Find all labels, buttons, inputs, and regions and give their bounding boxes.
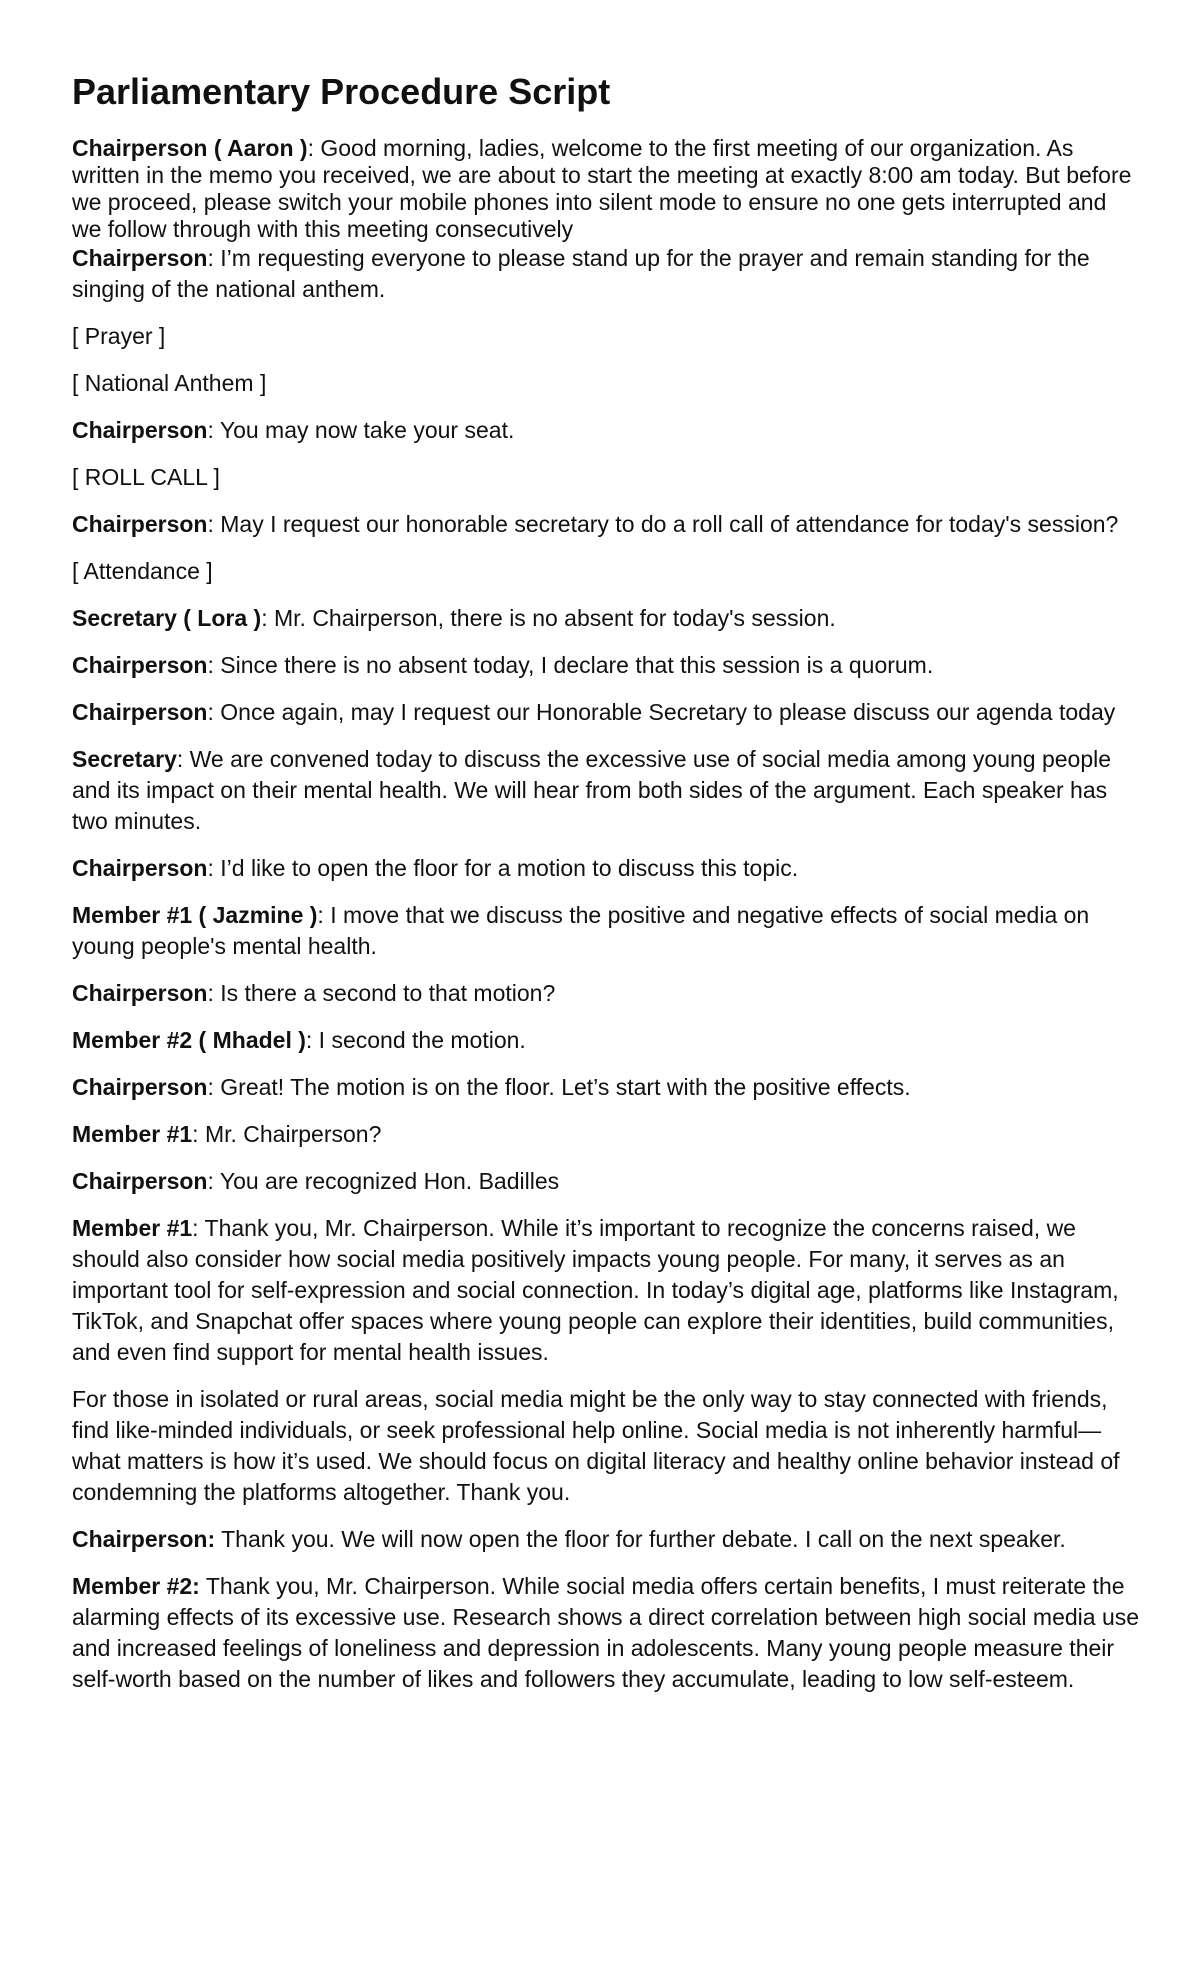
speech-text: Is there a second to that motion? [220,980,556,1007]
speech-text: I second the motion. [318,1027,526,1054]
script-paragraph [72,1072,1140,1103]
speaker-name: Chairperson [72,1074,208,1101]
speaker-name: Member #2: [72,1573,200,1600]
speaker-separator: : [176,746,190,773]
script-paragraph [72,1384,1140,1508]
speech-text: Once again, may I request our Honorable Secretary to please discuss our agenda today [220,699,1116,726]
speaker-name: Chairperson [72,855,208,882]
speaker-separator: : [317,902,331,929]
speaker-name: Chairperson ( Aaron ) [72,135,308,162]
speech-text: You are recognized Hon. Badilles [219,1168,560,1195]
speaker-separator: : [207,1168,220,1195]
stage-direction: [ Prayer ] [72,323,166,350]
script-paragraph [72,1571,1140,1695]
stage-direction: [ ROLL CALL ] [72,464,220,491]
script-paragraph [72,243,1140,305]
speech-text: Great! The motion is on the floor. Let’s start with the positive effects. [220,1074,911,1101]
speaker-name: Member #1 [72,1215,193,1242]
speech-text: You may now take your seat. [219,417,515,444]
script-paragraph [72,978,1140,1009]
speaker-separator: : [207,1074,221,1101]
stage-direction: [ National Anthem ] [72,370,267,397]
speaker-name: Secretary ( Lora ) [72,605,262,632]
speech-text: Thank you. We will now open the floor for further debate. I call on the next speaker. [221,1526,1066,1553]
speaker-separator: : [261,605,274,632]
document-page [72,70,1140,1711]
stage-direction: [ Attendance ] [72,558,213,585]
speech-text: Good morning, ladies, welcome to the first meeting of our organization. As written in the memo you received, we are about to start the meeting at exactly 8:00 am today. But before we proceed, please switch your mobile phones into silent mode to ensure no one gets interrupted and we follow through with this meeting consecutively [72,135,1132,243]
speaker-name: Chairperson [72,245,208,272]
script-paragraph [72,415,1140,446]
speech-text: Since there is no absent today, I declare that this session is a quorum. [220,652,934,679]
script-paragraph [72,744,1140,837]
script-paragraph [72,1524,1140,1555]
script-paragraph [72,1166,1140,1197]
speaker-name: Chairperson [72,652,208,679]
speaker-separator: : [192,1215,205,1242]
speaker-separator: : [207,855,221,882]
speech-text: Thank you, Mr. Chairperson. While it’s important to recognize the concerns raised, we should also consider how social media positively impacts young people. For many, it serves as an important tool for self-expression and social connection. In today’s digital age, platforms like Instagram, TikTok, and Snapchat offer spaces where young people can explore their identities, build communities, and even find support for mental health issues. [72,1215,1119,1366]
stage-direction: For those in isolated or rural areas, social media might be the only way to stay connected with friends, find like-minded individuals, or seek professional help online. Social media is not inherently harmful—what matters is how it’s used. We should focus on digital literacy and healthy online behavior instead of condemning the platforms altogether. Thank you. [72,1386,1120,1506]
speaker-name: Chairperson [72,1168,208,1195]
speaker-name: Chairperson [72,417,208,444]
speaker-separator: : [307,135,321,162]
speech-text: We are convened today to discuss the excessive use of social media among young people and its impact on their mental health. We will hear from both sides of the argument. Each speaker has two minutes. [72,746,1112,835]
speech-text: I’d like to open the floor for a motion to discuss this topic. [220,855,799,882]
document-title: Parliamentary Procedure Script [72,71,611,112]
speaker-separator: : [207,511,221,538]
speaker-name: Chairperson [72,699,208,726]
script-paragraph [72,603,1140,634]
speaker-separator: : [207,980,221,1007]
script-paragraph [72,135,1140,243]
script-paragraph [72,509,1140,540]
speaker-separator: : [207,652,221,679]
speaker-name: Chairperson [72,511,208,538]
speaker-name: Member #2 ( Mhadel ) [72,1027,306,1054]
speaker-name: Chairperson [72,980,208,1007]
speaker-separator: : [207,417,220,444]
speaker-separator: : [207,699,221,726]
speaker-name: Chairperson: [72,1526,216,1553]
speaker-name: Secretary [72,746,177,773]
speech-text: May I request our honorable secretary to do a roll call of attendance for today's session? [220,511,1119,538]
script-paragraph [72,853,1140,884]
speech-text: I move that we discuss the positive and negative effects of social media on young people's mental health. [72,902,1090,960]
speaker-name: Member #1 [72,1121,193,1148]
script-paragraph [72,697,1140,728]
script-paragraph [72,462,1140,493]
script-body [72,135,1140,1695]
speaker-separator: : [305,1027,319,1054]
script-paragraph [72,368,1140,399]
script-paragraph [72,556,1140,587]
speaker-separator: : [207,245,221,272]
script-paragraph [72,1213,1140,1368]
speech-text: I’m requesting everyone to please stand up for the prayer and remain standing for the singing of the national anthem. [72,245,1090,303]
speech-text: Mr. Chairperson? [204,1121,382,1148]
script-paragraph [72,1025,1140,1056]
script-paragraph [72,321,1140,352]
speech-text: Mr. Chairperson, there is no absent for today's session. [273,605,836,632]
script-paragraph [72,1119,1140,1150]
speech-text: Thank you, Mr. Chairperson. While social media offers certain benefits, I must reiterate the alarming effects of its excessive use. Research shows a direct correlation between high social media use and increased feelings of loneliness and depression in adolescents. Many young people measure their self-worth based on the number of likes and followers they accumulate, leading to low self-esteem. [72,1573,1140,1693]
speaker-separator: : [192,1121,205,1148]
speaker-name: Member #1 ( Jazmine ) [72,902,318,929]
script-paragraph [72,900,1140,962]
script-paragraph [72,650,1140,681]
